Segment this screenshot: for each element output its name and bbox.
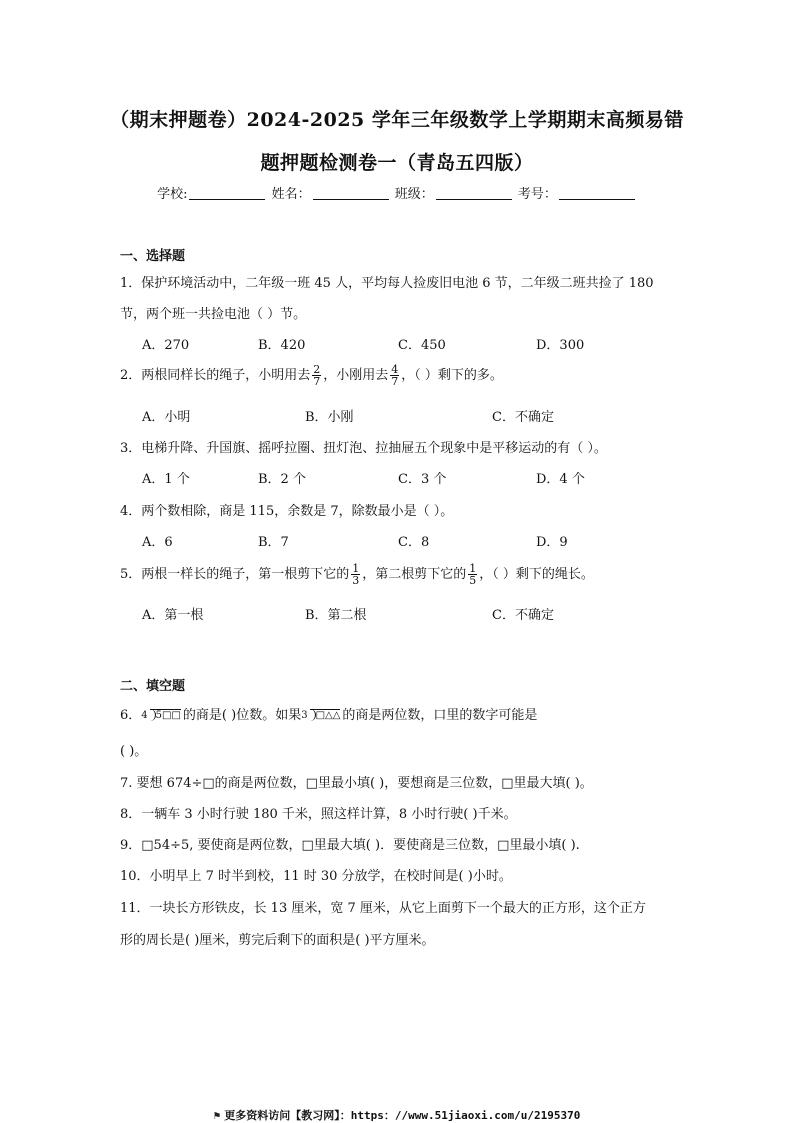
school-blank xyxy=(189,187,265,200)
q2-fraction-1: $\frac{2}{7}$ xyxy=(313,363,321,388)
q6-text-pre: 6． xyxy=(120,708,142,723)
q11-line1: 11．一块长方形铁皮，长 13 厘米，宽 7 厘米，从它上面剪下一个最大的正方形，这个正方 xyxy=(120,901,646,916)
q6-text-post: 的商是两位数，口里的数字可能是 xyxy=(342,708,538,723)
q2-text-post: ，（ ）剩下的多。 xyxy=(401,368,503,383)
q2-fraction-2: $\frac{4}{7}$ xyxy=(391,363,399,388)
page-title-line1: （期末押题卷）2024-2025 学年三年级数学上学期期末高频易错 xyxy=(110,109,684,131)
page-title-line2: 题押题检测卷一（青岛五四版） xyxy=(260,152,534,174)
section-fill-title: 二、填空题 xyxy=(120,679,186,694)
class-label: 班级： xyxy=(394,187,434,202)
q1-option-b: B．420 xyxy=(258,338,306,353)
q5-line xyxy=(120,563,594,586)
exam-no-label: 考号： xyxy=(517,187,557,202)
q8-line: 8．一辆车 3 小时行驶 180 千米，照这样计算，8 小时行驶( )千米。 xyxy=(120,807,517,822)
q2-option-b: B．小刚 xyxy=(305,410,354,425)
q5-text-post: ，（ ）剩下的绳长。 xyxy=(479,567,594,582)
q10-line: 10．小明早上 7 时半到校，11 时 30 分放学，在校时间是( )小时。 xyxy=(120,869,512,884)
q6-line1 xyxy=(120,704,537,723)
footer-text: 更多资料访问【教习网】：https：//www.51jiaoxi.com/u/2195370 xyxy=(224,1109,581,1122)
q1-option-d: D．300 xyxy=(536,338,585,353)
q6-division-2: 3 □△△ xyxy=(301,710,341,721)
q4-option-c: C．8 xyxy=(398,535,430,550)
footer-link[interactable] xyxy=(0,1107,794,1123)
student-info-row xyxy=(0,183,794,202)
q5-fraction-2: $\frac{1}{5}$ xyxy=(469,562,477,587)
q11-line2: 形的周长是( )厘米，剪完后剩下的面积是( )平方厘米。 xyxy=(120,933,435,948)
q5-text-mid: ，第二根剪下它的 xyxy=(362,567,467,582)
school-label: 学校: xyxy=(157,187,188,202)
q6-text-mid: 的商是( )位数。如果 xyxy=(182,708,302,723)
q3-option-c: C．3 个 xyxy=(398,472,447,487)
exam-no-blank xyxy=(559,187,635,200)
q5-option-b: B．第二根 xyxy=(305,608,367,623)
name-blank xyxy=(313,187,389,200)
q1-line2: 节，两个班一共捡电池（ ）节。 xyxy=(120,307,307,322)
q4-line: 4．两个数相除，商是 115，余数是 7，除数最小是（ ）。 xyxy=(120,504,454,519)
q4-option-a: A．6 xyxy=(142,535,173,550)
q4-option-b: B．7 xyxy=(258,535,289,550)
q1-option-c: C．450 xyxy=(398,338,446,353)
name-label: 姓名： xyxy=(271,187,311,202)
section-choice-title: 一、选择题 xyxy=(120,249,186,264)
q2-text-pre: 2．两根同样长的绳子，小明用去 xyxy=(120,368,311,383)
q3-option-b: B．2 个 xyxy=(258,472,306,487)
q3-line: 3．电梯升降、升国旗、摇呼拉圈、扭灯泡、拉抽屉五个现象中是平移运动的有（ ）。 xyxy=(120,441,607,456)
q6-division-1: 4 5□□ xyxy=(141,710,181,721)
class-blank xyxy=(436,187,512,200)
q4-option-d: D．9 xyxy=(536,535,568,550)
q5-option-c: C．不确定 xyxy=(492,608,554,623)
q2-option-a: A．小明 xyxy=(142,410,191,425)
q2-text-mid: ，小刚用去 xyxy=(323,368,389,383)
q5-option-a: A．第一根 xyxy=(142,608,204,623)
q1-line1: 1．保护环境活动中，二年级一班 45 人，平均每人捡废旧电池 6 节，二年级二班共捡了 180 xyxy=(120,276,654,291)
flag-icon: ⚑ xyxy=(213,1109,221,1122)
q3-option-a: A．1 个 xyxy=(142,472,190,487)
q5-fraction-1: $\frac{1}{3}$ xyxy=(352,562,360,587)
q2-line xyxy=(120,364,503,387)
q9-line: 9．□54÷5, 要使商是两位数，□里最大填( )．要使商是三位数，□里最小填( ). xyxy=(120,838,580,853)
q7-line: 7. 要想 674÷□的商是两位数，□里最小填( )，要想商是三位数，□里最大填( )。 xyxy=(120,776,593,791)
q2-option-c: C．不确定 xyxy=(492,410,554,425)
q3-option-d: D．4 个 xyxy=(536,472,585,487)
q6-line2: ( )。 xyxy=(120,744,148,759)
q5-text-pre: 5．两根一样长的绳子，第一根剪下它的 xyxy=(120,567,350,582)
q1-option-a: A．270 xyxy=(142,338,190,353)
